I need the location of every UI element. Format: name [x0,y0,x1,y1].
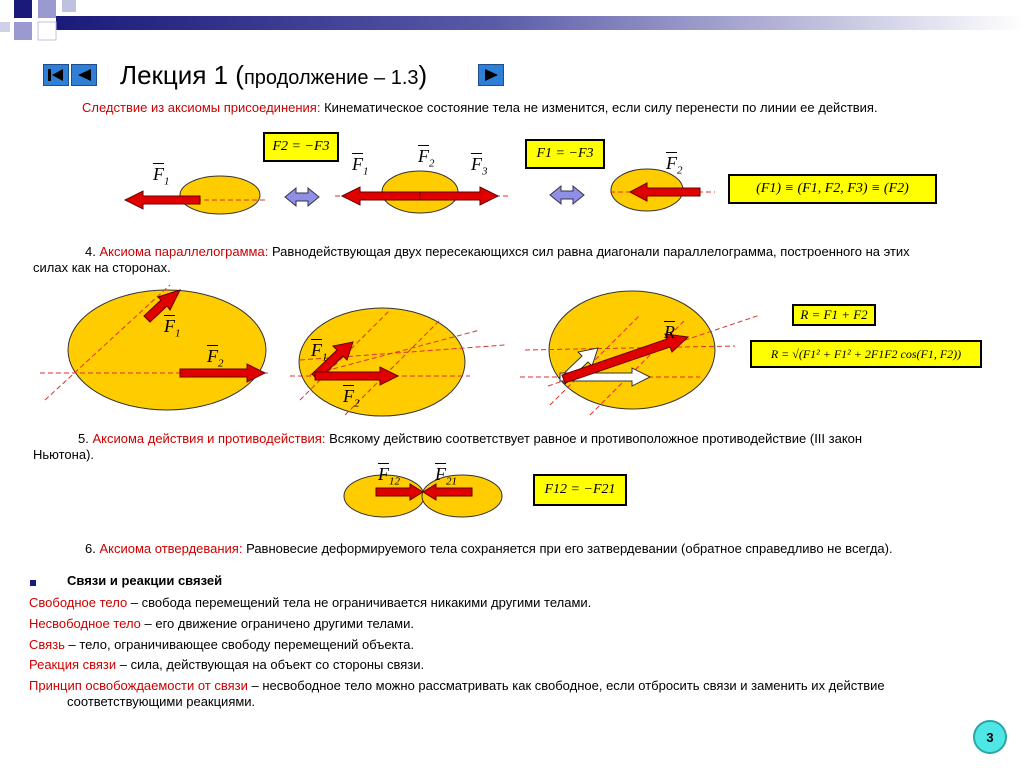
definition: – свобода перемещений тела не ограничивается никакими другими телами. [127,595,592,610]
page-number: 3 [973,720,1007,754]
formula-f12-minus-f21: F12 = −F21 [533,474,627,506]
next-slide-button[interactable] [478,64,504,86]
label-f1-b: $\overline{F}_1$ [352,154,369,178]
body-ellipse-1 [68,290,266,410]
definition-constraint [29,637,414,653]
rigid-body-1 [180,176,260,214]
label-f1-a: $\overline{F}_1$ [153,164,170,188]
term: Реакция связи [29,657,117,672]
definition-reaction [29,657,424,673]
title-main: Лекция 1 ( [120,60,244,90]
axiom-5-label: Аксиома действия и противодействия: [92,431,326,446]
label-f2-b: $\overline{F}_2$ [666,153,683,177]
definition-cont: соответствующими реакциями. [67,694,256,709]
title-subtitle: продолжение – 1.3 [243,67,419,89]
corollary-body: Кинематическое состояние тела не изменится, если силу перенести по линии ее действия. [320,100,878,115]
corollary-label: Следствие из аксиомы присоединения: [82,100,321,115]
corollary-text [82,100,878,116]
axiom-5-text: Всякому действию соответствует равное и противоположное противодействие (III закон [325,431,863,446]
formula-equivalence: (F1) ≡ (F1, F2, F3) ≡ (F2) [728,174,937,204]
axiom-4-text: Равнодействующая двух пересекающихся сил равна диагонали параллелограмма, построенного на этих [268,244,910,259]
page-title [120,60,427,91]
top-decorative-bar [0,0,1024,46]
action-reaction-diagram [340,470,510,530]
equivalence-arrow-1 [285,188,319,206]
axiom-6-label: Аксиома отвердевания: [99,541,243,556]
definition: – сила, действующая на объект со стороны связи. [116,657,425,672]
definition-free-body [29,595,591,611]
formula-f2-minus-f3: F2 = −F3 [263,132,339,162]
axiom-4-label: Аксиома параллелограмма: [99,244,269,259]
label-f2-a: $\overline{F}_2$ [418,146,435,170]
definition-non-free-body [29,616,414,632]
title-close: ) [418,60,428,90]
axiom-6 [85,541,893,557]
label-f21: $\overline{F}_{21}$ [435,464,457,488]
definition: – его движение ограничено другими телами. [140,616,414,631]
term: Свободное тело [29,595,128,610]
label-f3: $\overline{F}_3$ [471,154,488,178]
axiom-6-number: 6. [85,541,100,556]
axiom-4 [33,244,987,276]
body-ellipse-3 [549,291,715,409]
skip-back-icon [44,65,68,85]
term: Несвободное тело [29,616,141,631]
label-f1-p2: $\overline{F}_1$ [311,340,328,364]
term: Принцип освобождаемости от связи [29,678,248,693]
label-f12: $\overline{F}_{12}$ [378,464,400,488]
axiom-6-text: Равновесие деформируемого тела сохраняется при его затвердевании (обратное справедливо не всегда). [242,541,893,556]
axiom-5-text-2: Ньютона). [33,447,95,462]
axiom-5-number: 5. [78,431,93,446]
constraints-heading: Связи и реакции связей [67,573,223,588]
term: Связь [29,637,65,652]
equivalence-arrow-2 [550,186,584,204]
first-slide-button[interactable] [43,64,69,86]
label-f2-p2: $\overline{F}_2$ [343,386,360,410]
axiom-4-number: 4. [85,244,100,259]
definition: – несвободное тело можно рассматривать как свободное, если отбросить связи и заменить их действие [247,678,885,693]
definition-release-principle [29,678,1007,710]
triangle-right-icon [479,65,503,85]
label-f2-p1: $\overline{F}_2$ [207,346,224,370]
axiom-4-text-2: силах как на сторонах. [33,260,171,275]
bullet-square-icon [29,574,37,582]
formula-r-magnitude: R = √(F1² + F1² + 2F1F2 cos(F1, F2)) [750,340,982,368]
formula-f1-minus-f3: F1 = −F3 [525,139,605,169]
label-r: $\overline{R}$ [664,322,675,342]
definition: – тело, ограничивающее свободу перемещений объекта. [64,637,415,652]
triangle-left-icon [72,65,96,85]
label-f1-p1: $\overline{F}_1$ [164,316,181,340]
previous-slide-button[interactable] [71,64,97,86]
axiom-5 [33,431,987,463]
formula-r-sum: R = F1 + F2 [792,304,876,326]
